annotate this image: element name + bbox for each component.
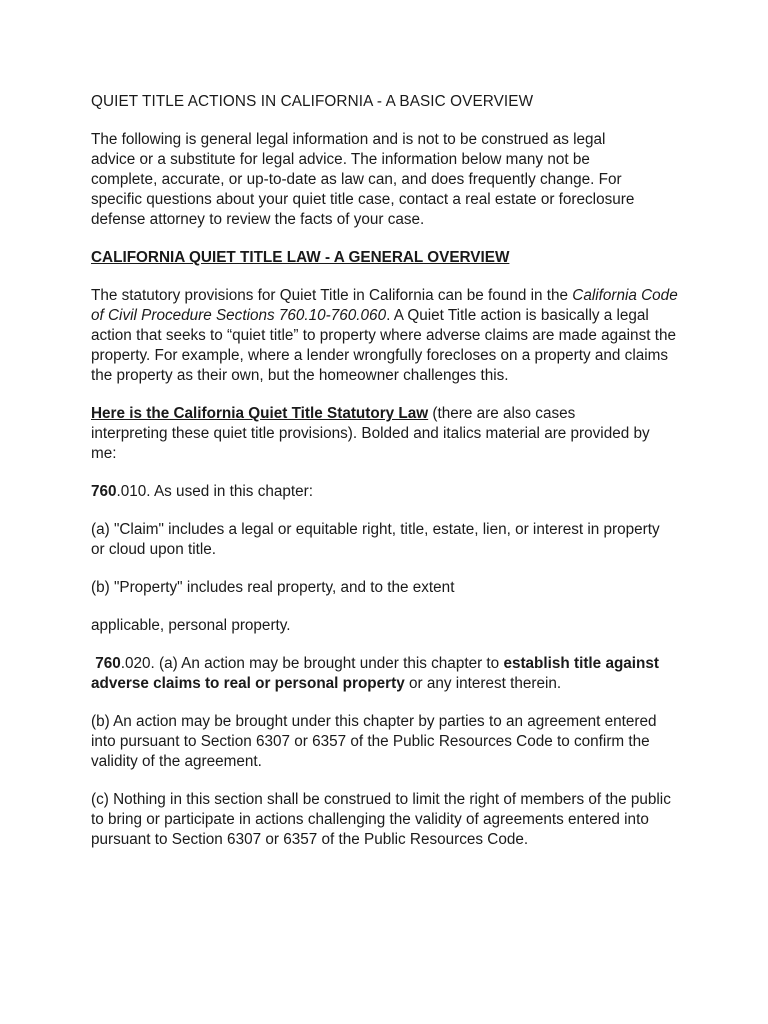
statute-intro-heading: Here is the California Quiet Title Statutory Law bbox=[91, 405, 429, 422]
document-page bbox=[91, 92, 691, 868]
subsection-c-public: (c) Nothing in this section shall be construed to limit the right of members of the public to bring or participate in actions challenging the validity of agreements entered into pursuant to Section 6307 or 6357 of the Public Resources Code. bbox=[91, 791, 671, 848]
section-text: .020. (a) An action may be brought under this chapter to bbox=[120, 655, 504, 672]
overview-paragraph bbox=[91, 286, 681, 386]
document-title: QUIET TITLE ACTIONS IN CALIFORNIA - A BASIC OVERVIEW bbox=[91, 93, 534, 110]
statute-intro-text: (there are also cases interpreting these quiet title provisions). Bolded and italics material are provided by me: bbox=[91, 405, 650, 462]
subsection-b-continued: applicable, personal property. bbox=[91, 617, 291, 634]
subsection-b-agreement: (b) An action may be brought under this chapter by parties to an agreement entered into pursuant to Section 6307 or 6357 of the Public Resources Code to confirm the validity of the agreement. bbox=[91, 713, 657, 770]
section-heading: CALIFORNIA QUIET TITLE LAW - A GENERAL OVERVIEW bbox=[91, 249, 510, 266]
overview-text-2: . A Quiet Title action is basically a legal action that seeks to “quiet title” to property where adverse claims are made against the property. For example, where a lender wrongfully forecloses on a property and claims the property as their own, but the homeowner challenges this. bbox=[91, 307, 676, 384]
section-text: .010. As used in this chapter: bbox=[116, 483, 313, 500]
code-reference: California Code of Civil Procedure Sections 760.10-760.060 bbox=[91, 287, 678, 324]
statute-intro-paragraph bbox=[91, 404, 651, 464]
section-number: 760 bbox=[95, 655, 121, 672]
subsection-b-property: (b) "Property" includes real property, and to the extent bbox=[91, 579, 455, 596]
section-number: 760 bbox=[91, 483, 117, 500]
section-tail-text: or any interest therein. bbox=[404, 675, 562, 692]
section-760-020 bbox=[91, 654, 691, 694]
subsection-a-claim: (a) "Claim" includes a legal or equitable right, title, estate, lien, or interest in property or cloud upon title. bbox=[91, 521, 660, 558]
emphasized-text: establish title against adverse claims to real or personal property bbox=[91, 655, 659, 692]
section-760-010 bbox=[91, 482, 691, 502]
disclaimer-paragraph: The following is general legal information and is not to be construed as legal advice or a substitute for legal advice. The information below many not be complete, accurate, or up-to-date as law can, and does frequently change. For specific questions about your quiet title case, contact a real estate or foreclosure defense attorney to review the facts of your case. bbox=[91, 131, 635, 228]
overview-text-1: The statutory provisions for Quiet Title in California can be found in the bbox=[91, 287, 573, 304]
